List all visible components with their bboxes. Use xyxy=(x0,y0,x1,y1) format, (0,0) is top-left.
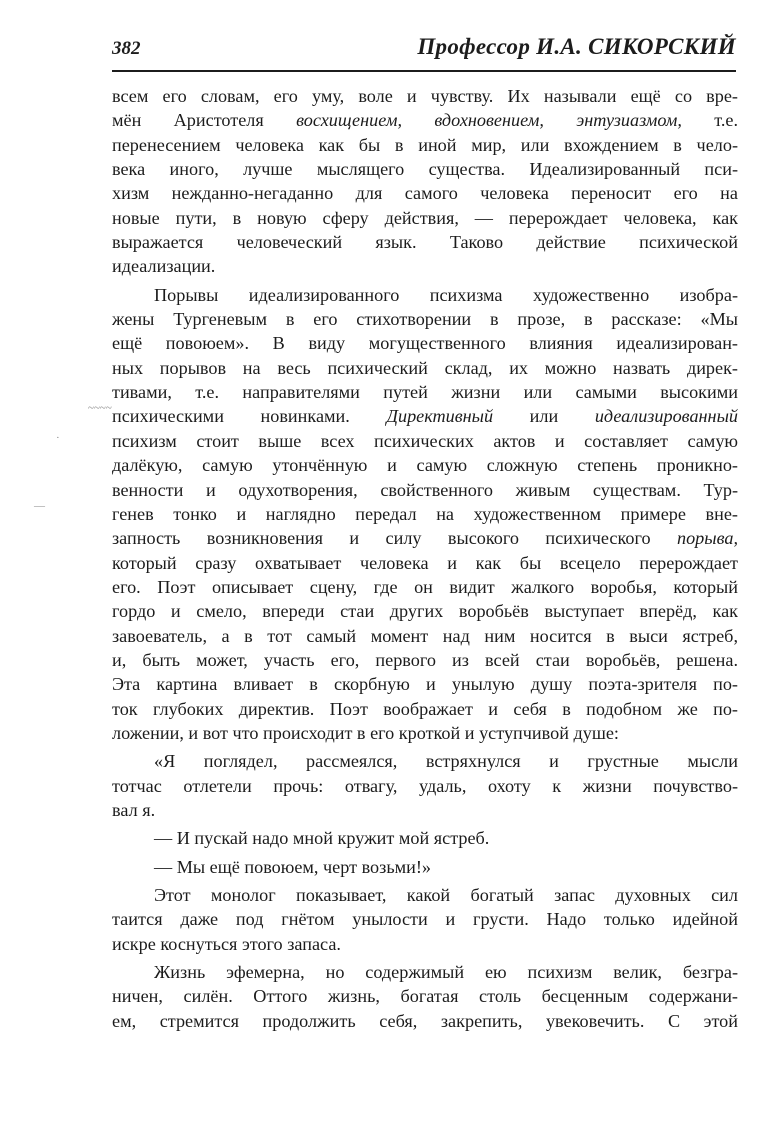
text-line: Этот монолог показывает, какой богатый запас духовных сил xyxy=(154,885,738,905)
text-line: перенесением человека как бы в иной мир, или вхождением в чело- xyxy=(112,134,738,155)
text-line: — И пускай надо мной кружит мой ястреб. xyxy=(154,828,490,849)
text-line: Жизнь эфемерна, но содержимый ею психизм велик, безгра- xyxy=(154,962,738,983)
text-segment: психическими новинками. xyxy=(112,406,387,427)
text-line: «Я поглядел, рассмеялся, встряхнулся и грустные мысли xyxy=(154,751,738,772)
text-line: всем его словам, его уму, воле и чувству. Их называли ещё со вре- xyxy=(112,86,738,106)
text-line: гордо и смело, впереди стаи других воробьёв выступает вперёд, как xyxy=(112,601,738,622)
text-line xyxy=(112,404,738,428)
text-line: новые пути, в новую сферу действия, — перерождает человека, как xyxy=(112,207,738,228)
text-line: вал я. xyxy=(112,799,156,820)
text-line: который сразу охватывает человека и как бы всецело перерождает xyxy=(112,552,738,573)
running-title: Профессор И.А. СИКОРСКИЙ xyxy=(417,34,736,59)
text-line xyxy=(112,108,738,132)
body-text xyxy=(112,84,738,1033)
text-line: тивами, т.е. направителями путей жизни или самыми высокими xyxy=(112,382,738,403)
italic-text: идеализированный xyxy=(594,406,738,427)
page-header xyxy=(112,30,736,72)
text-line: жены Тургеневым в его стихотворении в прозе, в рассказе: «Мы xyxy=(112,309,738,330)
text-line: генев тонко и наглядно передал на художественном примере вне- xyxy=(112,503,738,524)
text-line: Эта картина вливает в скорбную и унылую душу поэта-зрителя по- xyxy=(112,674,738,695)
text-line: ещё повоюем». В виду могущественного влияния идеализирован- xyxy=(112,333,738,354)
text-line: ложении, и вот что происходит в его кроткой и уступчивой душе: xyxy=(112,722,619,743)
text-line: венности и одухотворения, свойственного живым существам. Тур- xyxy=(112,479,738,500)
text-segment: или xyxy=(493,406,595,427)
text-line: века иного, лучше мыслящего существа. Идеализированный пси- xyxy=(112,159,738,180)
italic-text: восхищением, вдохновением, энтузиазмом, xyxy=(296,110,682,131)
text-line: и, быть может, участь его, первого из всей стаи воробьёв, решена. xyxy=(112,649,738,670)
text-line: ничен, силён. Оттого жизнь, богатая столь бесценным содержани- xyxy=(112,986,738,1007)
text-segment: запность возникновения и силу высокого психического xyxy=(112,528,677,549)
margin-pencil-mark: · xyxy=(56,432,60,444)
margin-pencil-mark: ~~~~ xyxy=(88,402,112,414)
italic-text: Директивный xyxy=(386,406,494,427)
text-line xyxy=(112,526,738,550)
text-line: ных порывов на весь психический склад, их можно назвать дирек- xyxy=(112,357,738,378)
text-line: — Мы ещё повоюем, черт возьми!» xyxy=(154,856,432,877)
text-line: выражается человеческий язык. Таково действие психической xyxy=(112,232,738,253)
text-line: таится даже под гнётом унылости и грусти. Надо только идейной xyxy=(112,909,738,930)
text-line: Порывы идеализированного психизма художественно изобра- xyxy=(154,284,738,305)
text-segment: мён Аристотеля xyxy=(112,110,297,131)
text-line: психизм стоит выше всех психических актов и составляет самую xyxy=(112,430,738,451)
text-line: хизм нежданно-негаданно для самого человека переносит его на xyxy=(112,183,738,204)
text-line: ток глубоких директив. Поэт воображает и себя в подобном же по- xyxy=(112,698,738,719)
text-line: завоеватель, а в тот самый момент над ним носится в выси ястреб, xyxy=(112,625,738,646)
page-number: 382 xyxy=(112,38,141,59)
text-segment: т.е. xyxy=(681,110,739,131)
italic-text: порыва, xyxy=(676,528,738,549)
margin-pencil-mark: — xyxy=(34,500,45,512)
text-line: ем, стремится продолжить себя, закрепить, увековечить. С этой xyxy=(112,1010,738,1031)
text-line: идеализации. xyxy=(112,256,216,277)
text-line: его. Поэт описывает сцену, где он видит жалкого воробья, который xyxy=(112,576,738,597)
text-line: тотчас отлетели прочь: отвагу, удаль, охоту к жизни почувство- xyxy=(112,775,738,796)
text-line: искре коснуться этого запаса. xyxy=(112,933,341,954)
text-line: далёкую, самую утончённую и самую сложную степень проникно- xyxy=(112,455,738,476)
